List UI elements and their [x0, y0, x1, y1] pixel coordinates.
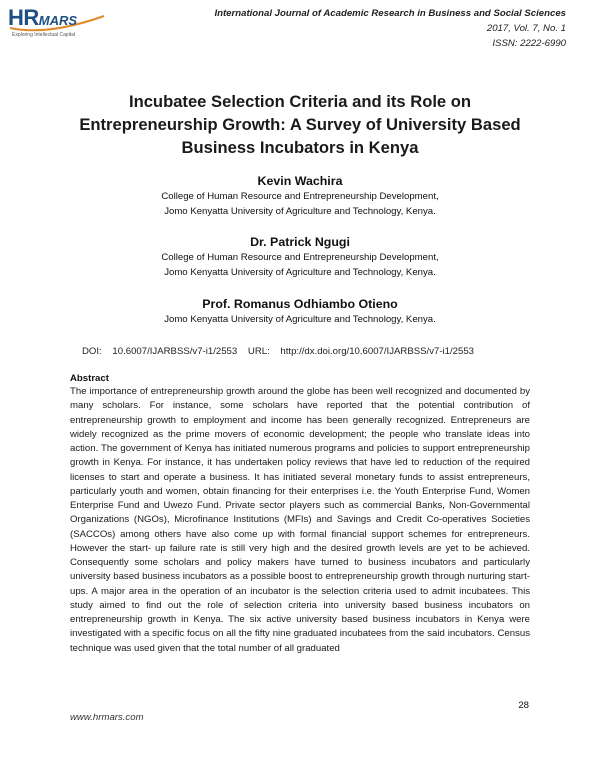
doi-value[interactable]: 10.6007/IJARBSS/v7-i1/2553 — [112, 346, 238, 357]
author-name: Kevin Wachira — [257, 174, 343, 188]
journal-header — [214, 6, 566, 51]
doi-label: DOI: — [82, 346, 102, 357]
url-label: URL: — [247, 346, 270, 357]
abstract-heading: Abstract — [70, 373, 109, 384]
author-affiliation-line: Jomo Kenyatta University of Agriculture and Technology, Kenya. — [164, 205, 436, 217]
title-line: Incubatee Selection Criteria and its Role on — [128, 92, 472, 111]
url-link[interactable]: http://dx.doi.org/10.6007/IJARBSS/v7-i1/2553 — [280, 346, 475, 357]
author-name: Prof. Romanus Odhiambo Otieno — [202, 297, 398, 311]
logo-main-text: HR — [8, 5, 39, 30]
journal-name: International Journal of Academic Research in Business and Social Sciences — [214, 8, 566, 19]
author-affiliation-line: Jomo Kenyatta University of Agriculture and Technology, Kenya. — [164, 314, 436, 325]
author-block — [0, 233, 600, 281]
title-line: Entrepreneurship Growth: A Survey of University Based — [79, 115, 521, 134]
author-block — [0, 172, 600, 220]
paper-title — [40, 90, 560, 159]
journal-volume: 2017, Vol. 7, No. 1 — [486, 23, 566, 34]
author-affiliation-line: College of Human Resource and Entrepreneurship Development, — [161, 191, 439, 202]
journal-issn: ISSN: 2222-6990 — [492, 38, 566, 49]
logo-suffix-text: MARS — [38, 13, 78, 28]
author-affiliation-line: College of Human Resource and Entrepreneurship Development, — [161, 252, 439, 263]
hrmars-logo — [8, 6, 110, 48]
page-number: 28 — [518, 700, 529, 711]
author-name: Dr. Patrick Ngugi — [250, 235, 350, 249]
title-line: Business Incubators in Kenya — [181, 138, 419, 157]
abstract-text: The importance of entrepreneurship growth around the globe has been well recognized and documented by many scholars. For instance, some scholars have reported that the potential contribution of entrepreneurship growth to employment and income has been generally recognized. Entrepreneurs are widely recognized as the prime movers of economic development; the people who translate ideas into action. The government of Kenya has initiated numerous programs and policies to support entrepreneurship growth in Kenya. For instance, it has undertaken policy reviews that have led to reduction of the required licenses to start and operate a business. It has initiated several monetary funds to assist entrepreneurs, particularly youth and women, obtain financing for their enterprises i.e. the Youth Enterprise Fund, Women Enterprise Fund and Uwezo Fund. Private sector players such as commercial Banks, Non-Governmental Organizations (NGOs), Microfinance Institutions (MFIs) and Savings and Credit Co-operatives Societies (SACCOs) among others have also come up with formal financial support schemes for entrepreneurs. However the start- up failure rate is still very high and the desired growth levels are yet to be achieved. Consequently some scholars and policy makers have turned to business incubators and particularly university based business incubators as a possible boost to entrepreneurship growth through nurturing start-ups. A major area in the operation of an incubator is the selection criteria used to admit incubatees. This study aimed to find out the role of selection criteria into university based business incubators on entrepreneurship growth in Kenya. The six active university based business incubators in Kenya were investigated with a specific focus on all the fifty nine graduated incubatees from the said incubators. Census technique was used given that the total number of all graduated — [70, 386, 530, 654]
author-block — [0, 295, 600, 328]
doi-line — [82, 346, 482, 357]
author-affiliation-line: Jomo Kenyatta University of Agriculture and Technology, Kenya. — [164, 266, 436, 278]
logo-tagline: Exploring Intellectual Capital — [12, 32, 76, 38]
footer-website[interactable]: www.hrmars.com — [70, 712, 144, 723]
